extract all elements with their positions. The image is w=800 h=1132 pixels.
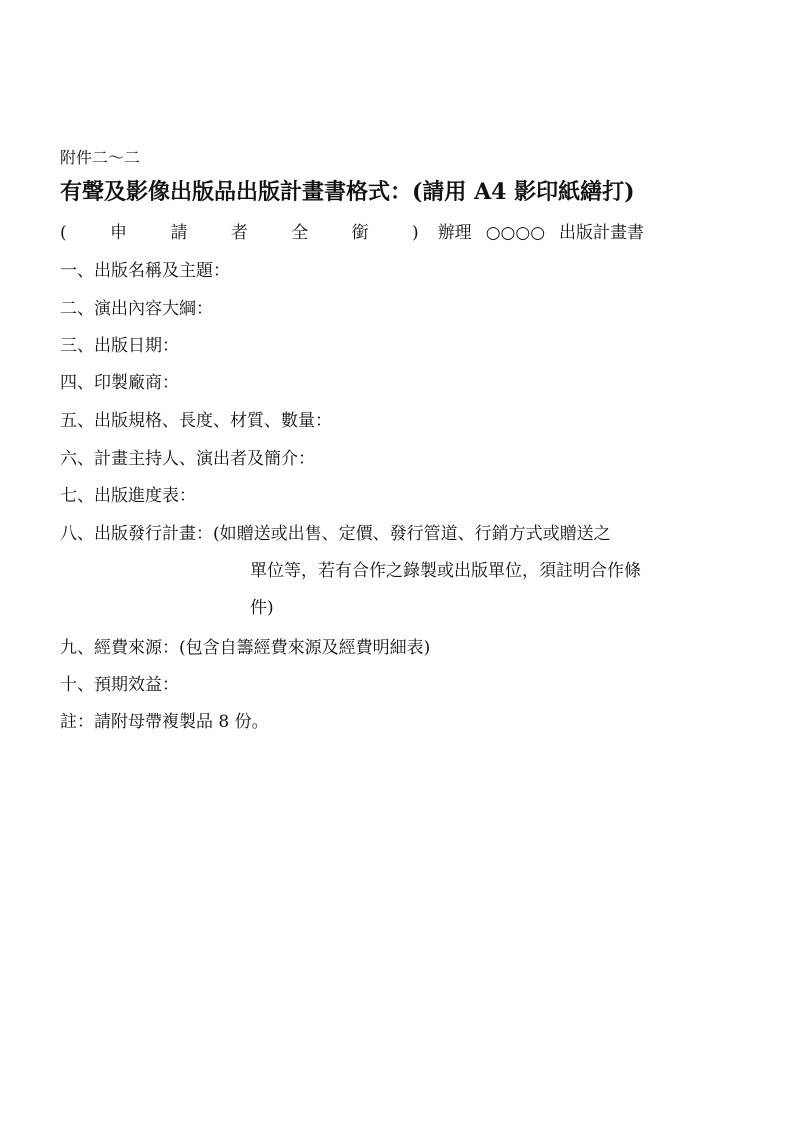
item-number: 七、 (60, 486, 94, 506)
item-number: 二、 (60, 299, 94, 319)
item-7 (60, 482, 196, 510)
item-8-continuation-1: 單位等，若有合作之錄製或出版單位，須註明合作條 (250, 561, 641, 581)
item-6 (60, 445, 315, 473)
item-8 (60, 520, 611, 548)
item-label: 出版規格、長度、材質、數量： (94, 411, 332, 431)
item-number: 一、 (60, 261, 94, 281)
item-number: 五、 (60, 411, 94, 431)
item-label: 計畫主持人、演出者及簡介： (94, 449, 315, 469)
applicant-line (60, 219, 644, 247)
document-title: 有聲及影像出版品出版計畫書格式：(請用 A4 影印紙繕打) (60, 179, 635, 205)
item-number: 九、 (60, 638, 94, 658)
item-number: 六、 (60, 449, 94, 469)
item-1 (60, 257, 230, 285)
item-label: 出版進度表： (94, 486, 196, 506)
item-2 (60, 295, 213, 323)
plan-text: 出版計畫書 (559, 223, 645, 243)
item-number: 八、 (60, 524, 94, 544)
item-3 (60, 332, 179, 360)
item-number: 四、 (60, 373, 94, 393)
item-9 (60, 634, 430, 662)
annex-label: 附件二～二 (60, 148, 141, 167)
item-label: 出版發行計畫：(如贈送或出售、定價、發行管道、行銷方式或贈送之 (94, 524, 611, 544)
item-5 (60, 407, 332, 435)
item-label: 出版名稱及主題： (94, 261, 230, 281)
item-label: 經費來源：(包含自籌經費來源及經費明細表) (94, 638, 431, 658)
item-4 (60, 369, 179, 397)
item-label: 預期效益： (94, 675, 179, 695)
item-label: 印製廠商： (94, 373, 179, 393)
handles-text: 辦理 (437, 223, 472, 243)
applicant-name-field: ( 申 請 者 全 銜 ) (60, 223, 438, 243)
placeholder-circles: ○○○○ (485, 223, 546, 243)
item-number: 三、 (60, 336, 94, 356)
item-10 (60, 671, 179, 699)
item-label: 演出內容大綱： (94, 299, 213, 319)
note: 註：請附母帶複製品 8 份。 (60, 712, 269, 732)
item-number: 十、 (60, 675, 94, 695)
item-label: 出版日期： (94, 336, 179, 356)
item-8-continuation-2: 件) (250, 598, 274, 618)
